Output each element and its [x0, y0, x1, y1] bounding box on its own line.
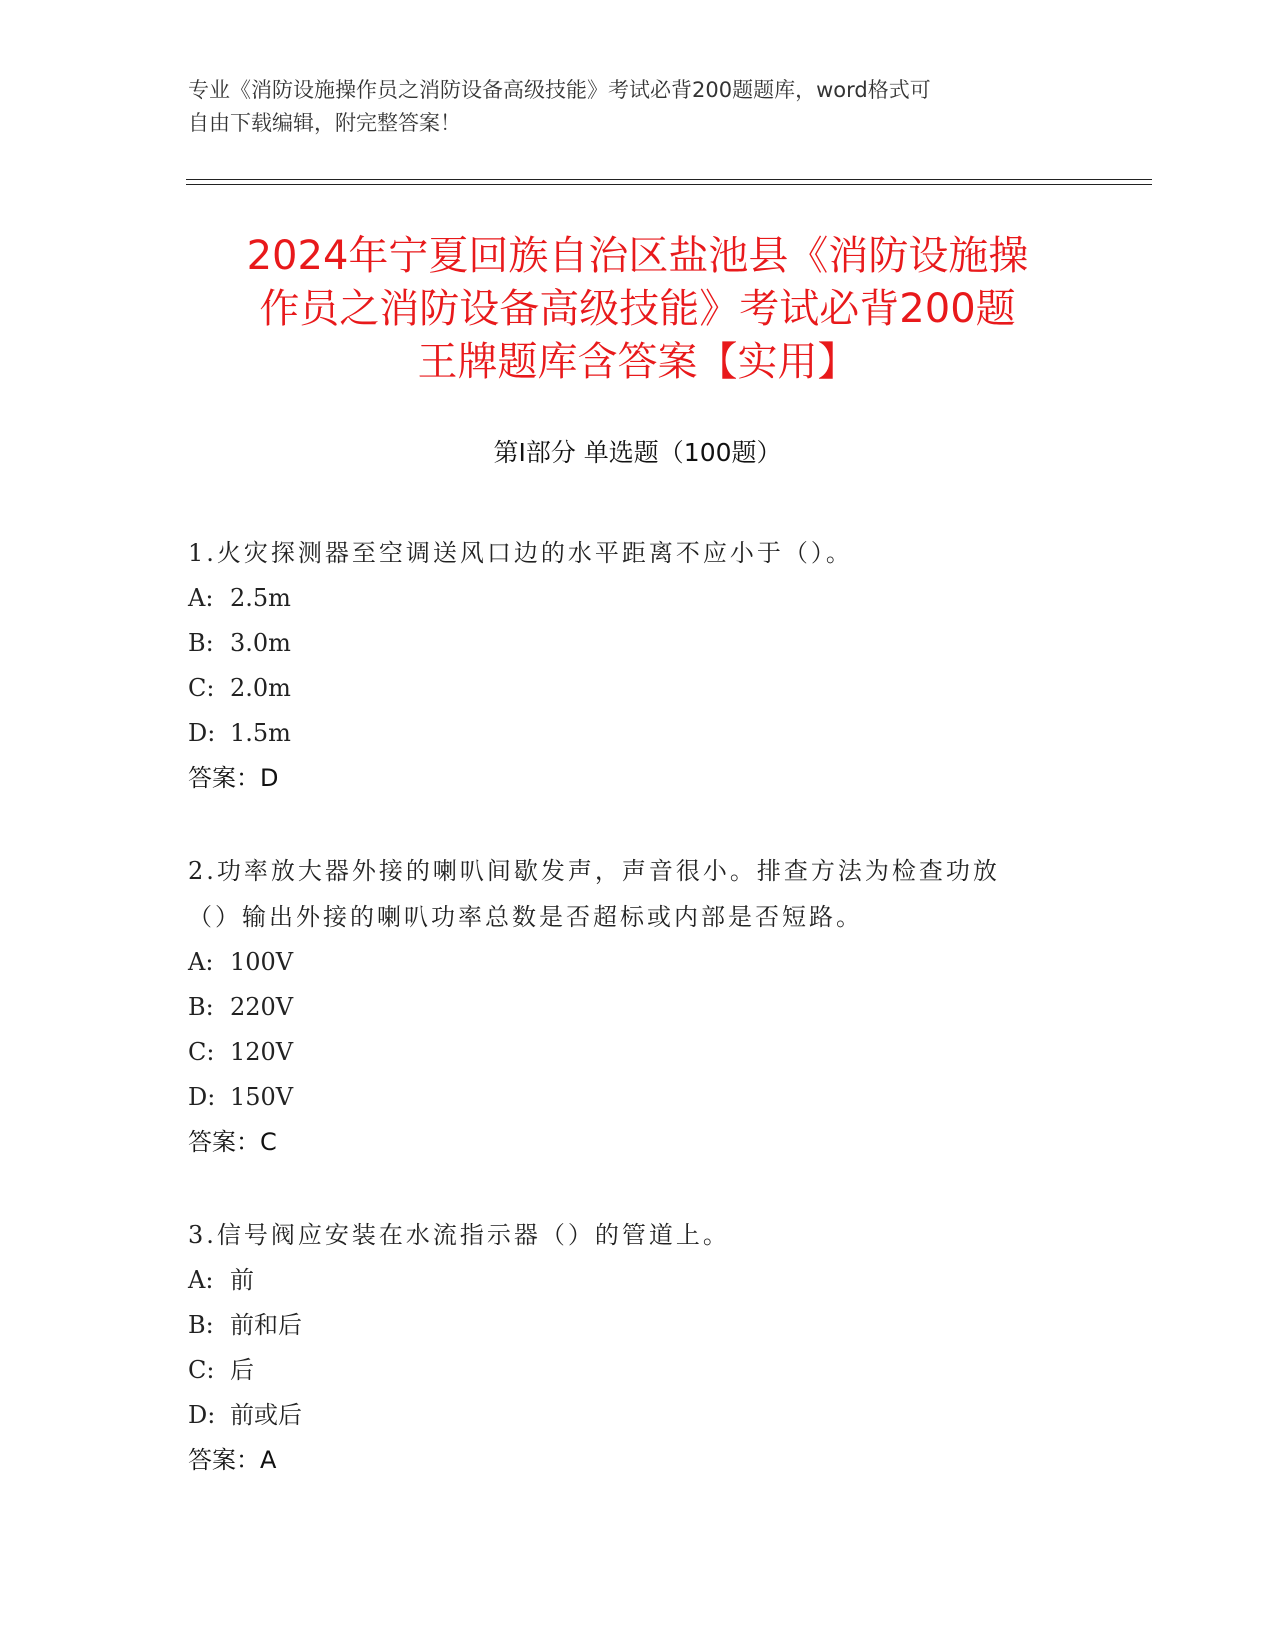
question-1-option-d: [188, 711, 1088, 756]
question-stem-line: （）输出外接的喇叭功率总数是否超标或内部是否短路。: [188, 903, 863, 931]
document-title: [130, 230, 1145, 389]
option-letter: A:: [188, 948, 214, 976]
option-letter: C:: [188, 674, 215, 702]
question-1-stem: [188, 530, 1088, 576]
option-text: 1.5m: [230, 719, 291, 747]
question-1: [188, 530, 1088, 801]
option-text: 150V: [230, 1083, 294, 1111]
question-1-option-b: [188, 621, 1088, 666]
option-letter: D:: [188, 1083, 216, 1111]
option-letter: B:: [188, 993, 214, 1021]
question-stem-line: 2.功率放大器外接的喇叭间歇发声，声音很小。排查方法为检查功放: [188, 857, 1000, 885]
question-1-option-a: [188, 576, 1088, 621]
header-note-line-2: 自由下载编辑，附完整答案！: [188, 111, 461, 135]
question-3-option-a: [188, 1258, 1088, 1303]
question-2-option-c: [188, 1030, 1088, 1075]
question-2-stem: [188, 848, 1088, 940]
question-3-option-b: [188, 1303, 1088, 1348]
question-2-answer: 答案：C: [188, 1128, 277, 1156]
option-letter: A:: [188, 584, 214, 612]
question-3-answer: 答案：A: [188, 1446, 277, 1474]
question-1-answer: 答案：D: [188, 764, 279, 792]
question-2-option-d: [188, 1075, 1088, 1120]
option-text: 3.0m: [230, 629, 291, 657]
option-letter: D:: [188, 719, 216, 747]
option-text: 2.0m: [230, 674, 291, 702]
header-divider-top: [186, 179, 1152, 180]
option-letter: D:: [188, 1401, 216, 1429]
option-letter: C:: [188, 1038, 215, 1066]
document-title-line-2: 作员之消防设备高级技能》考试必背200题: [259, 286, 1016, 332]
header-note-line-1: 专业《消防设施操作员之消防设备高级技能》考试必背200题题库，word格式可: [188, 78, 931, 102]
header-note: [188, 74, 1068, 140]
question-2-option-a: [188, 940, 1088, 985]
option-text: 前和后: [230, 1311, 302, 1339]
section-title: 第Ⅰ部分 单选题（100题）: [493, 438, 782, 467]
question-stem-line: 3.信号阀应安装在水流指示器（）的管道上。: [188, 1221, 730, 1249]
question-2-option-b: [188, 985, 1088, 1030]
document-title-line-3: 王牌题库含答案【实用】: [417, 339, 858, 385]
question-3-option-d: [188, 1393, 1088, 1438]
question-3: [188, 1212, 1088, 1483]
option-letter: B:: [188, 1311, 214, 1339]
document-title-line-1: 2024年宁夏回族自治区盐池县《消防设施操: [246, 233, 1029, 279]
option-text: 2.5m: [230, 584, 291, 612]
option-text: 120V: [230, 1038, 294, 1066]
option-text: 前: [230, 1266, 254, 1294]
question-2: [188, 848, 1088, 1165]
option-text: 后: [230, 1356, 254, 1384]
question-3-stem: [188, 1212, 1088, 1258]
option-text: 100V: [230, 948, 294, 976]
option-letter: B:: [188, 629, 214, 657]
option-letter: C:: [188, 1356, 215, 1384]
option-text: 220V: [230, 993, 294, 1021]
question-3-option-c: [188, 1348, 1088, 1393]
option-letter: A:: [188, 1266, 214, 1294]
header-divider-bottom: [186, 184, 1152, 185]
option-text: 前或后: [230, 1401, 302, 1429]
question-1-option-c: [188, 666, 1088, 711]
question-stem-line: 1.火灾探测器至空调送风口边的水平距离不应小于（）。: [188, 539, 853, 567]
question-list: [188, 530, 1088, 1530]
